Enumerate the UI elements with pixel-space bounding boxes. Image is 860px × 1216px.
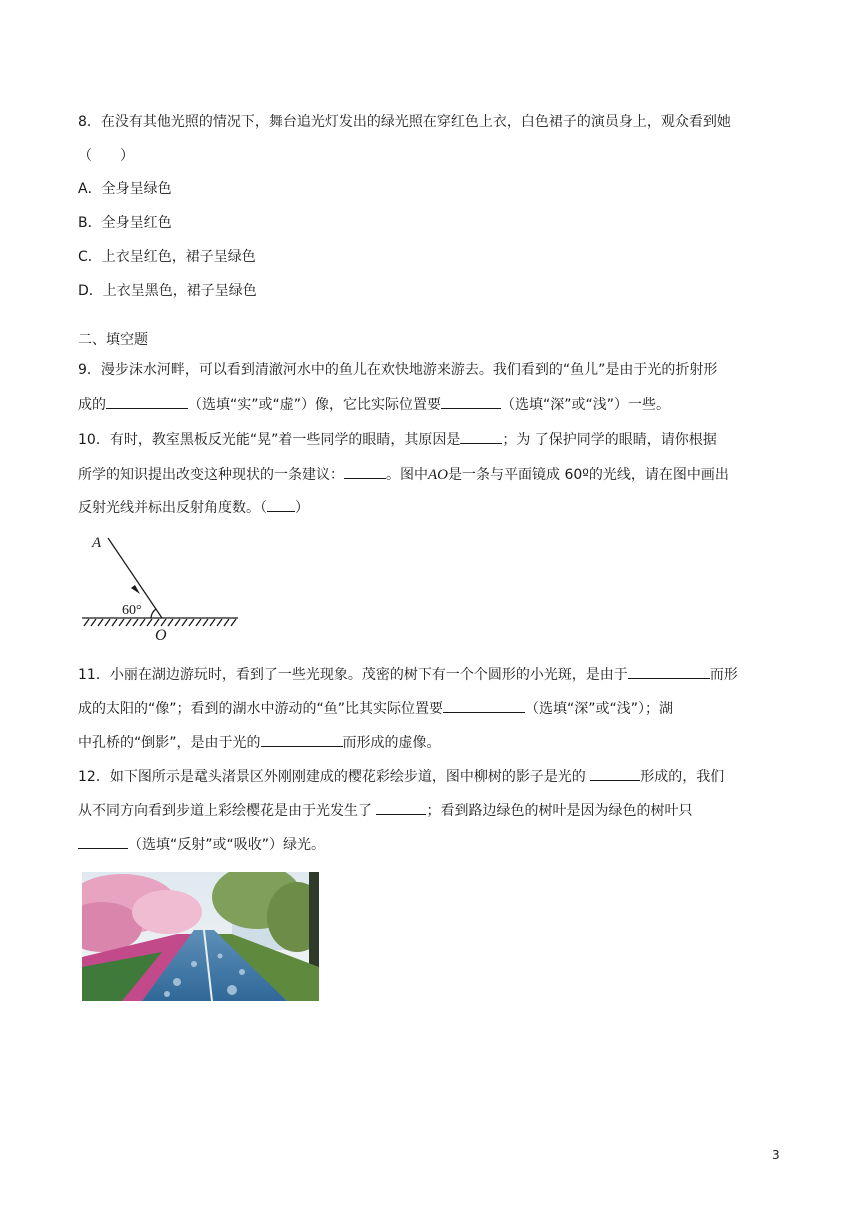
q12-text: 形成的，我们 — [640, 769, 725, 785]
label-o: O — [155, 627, 167, 644]
q10-text: 是一条与平面镜成 60º的光线，请在图中画出 — [448, 467, 729, 483]
answer-blank — [261, 732, 343, 747]
page-number: 3 — [772, 1148, 780, 1162]
answer-blank — [441, 394, 501, 409]
q12-line-1 — [78, 766, 724, 787]
q9-line-2 — [78, 394, 670, 415]
q9-text: （选填“实”或“虚”）像，它比实际位置要 — [188, 397, 442, 413]
ray-arrow — [131, 585, 140, 594]
q11-line-2 — [78, 698, 673, 719]
answer-blank — [628, 664, 710, 679]
q11-line-1 — [78, 664, 738, 685]
angle-label: 60° — [122, 603, 142, 618]
answer-blank — [376, 800, 426, 815]
q11-text: 而形成的虚像。 — [342, 735, 441, 751]
q8-paren: （ ） — [78, 148, 134, 164]
q12-line-3 — [78, 834, 325, 855]
q10-text: 所学的知识提出改变这种现状的一条建议： — [78, 467, 344, 483]
q10-text: ） — [295, 500, 309, 516]
q8-option-a: A．全身呈绿色 — [78, 181, 172, 197]
q11-text: 中孔桥的“倒影”，是由于光的 — [78, 735, 261, 751]
sakura-walkway-photo — [82, 872, 319, 1001]
q8-stem: 8．在没有其他光照的情况下，舞台追光灯发出的绿光照在穿红色上衣，白色裙子的演员身上，观众看到她 — [78, 114, 731, 130]
answer-blank — [460, 429, 502, 444]
mirror-diagram — [80, 530, 245, 645]
angle-arc — [151, 609, 156, 618]
q10-text: 。图中 — [386, 467, 428, 483]
q10-line-1 — [78, 429, 717, 450]
q10-line-3 — [78, 497, 309, 518]
answer-blank — [344, 464, 386, 479]
q12-text: 12．如下图所示是鼋头渚景区外刚刚建成的樱花彩绘步道，图中柳树的影子是光的 — [78, 769, 591, 785]
q10-text: 反射光线并标出反射角度数。（ — [78, 500, 267, 516]
q8-option-c: C．上衣呈红色，裙子呈绿色 — [78, 249, 256, 265]
q12-text: 从不同方向看到步道上彩绘樱花是由于光发生了 — [78, 803, 377, 819]
q10-text: ；为 了保护同学的眼睛，请你根据 — [502, 432, 717, 448]
q10-text: 10．有时，教室黑板反光能“晃”着一些同学的眼睛，其原因是 — [78, 432, 461, 448]
q11-text: 11．小丽在湖边游玩时，看到了一些光现象。茂密的树下有一个个圆形的小光斑，是由于 — [78, 667, 628, 683]
q10-line-2 — [78, 464, 729, 485]
q8-option-d: D．上衣呈黑色，裙子呈绿色 — [78, 283, 257, 299]
q9-text: 成的 — [78, 397, 106, 413]
q12-line-2 — [78, 800, 692, 821]
q12-text: （选填“反射”或“吸收”）绿光。 — [128, 837, 326, 853]
label-a: A — [92, 535, 102, 551]
q8-option-b: B．全身呈红色 — [78, 215, 172, 231]
answer-blank — [78, 834, 128, 849]
mirror-hatching — [84, 619, 236, 626]
answer-blank — [590, 766, 640, 781]
answer-blank — [267, 497, 295, 512]
section-heading: 二、填空题 — [78, 332, 148, 348]
answer-blank — [443, 698, 525, 713]
q11-text: 而形 — [709, 667, 738, 683]
q9-text: （选填“深”或“浅”）一些。 — [501, 397, 671, 413]
q10-ray-label: AO — [428, 467, 448, 483]
q12-text: ；看到路边绿色的树叶是因为绿色的树叶只 — [426, 803, 693, 819]
q11-text: 成的太阳的“像”；看到的湖水中游动的“鱼”比其实际位置要 — [78, 701, 444, 717]
q9-line-1: 9．漫步沫水河畔，可以看到清澈河水中的鱼儿在欢快地游来游去。我们看到的“鱼儿”是由于光的折射形 — [78, 362, 718, 378]
answer-blank — [106, 394, 188, 409]
q11-line-3 — [78, 732, 441, 753]
q11-text: （选填“深”或“浅”）；湖 — [525, 701, 674, 717]
